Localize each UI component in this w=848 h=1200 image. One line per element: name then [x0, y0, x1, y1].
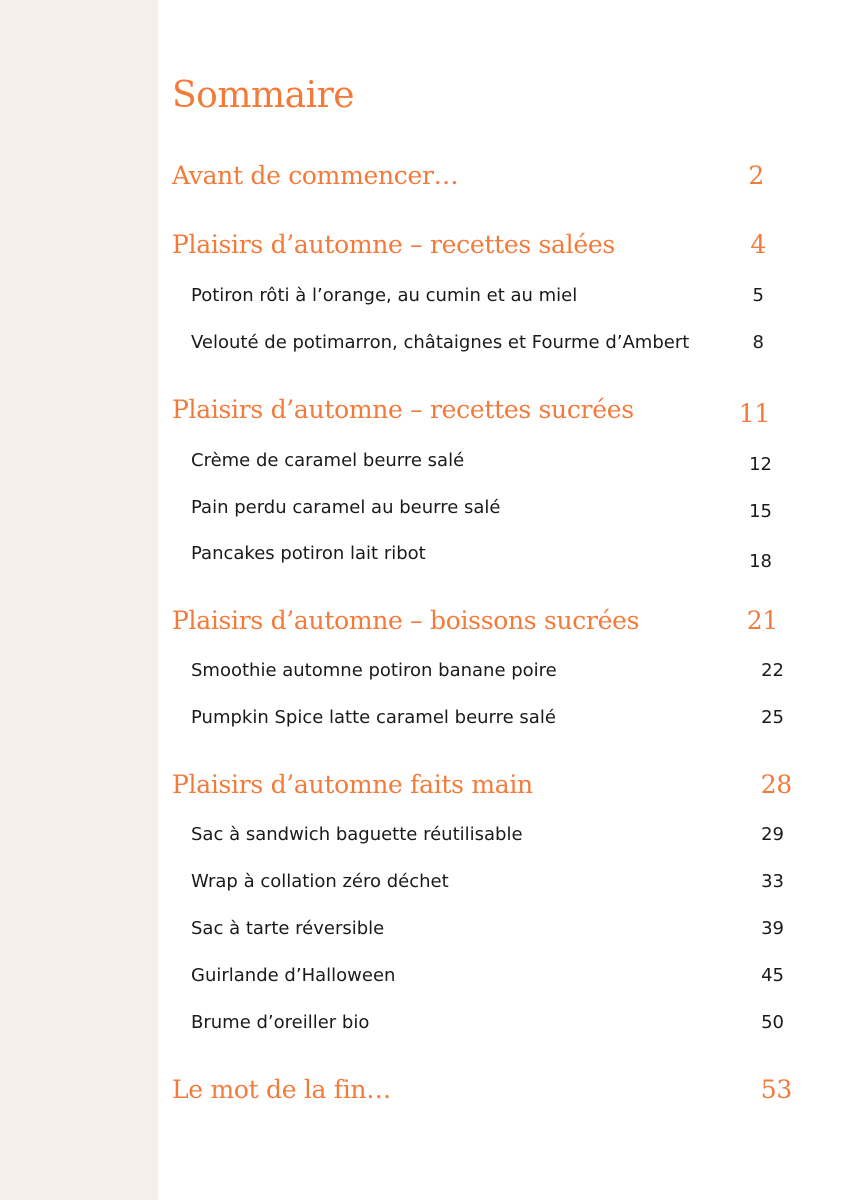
toc-item-label: Velouté de potimarron, châtaignes et Fourme d’Ambert: [191, 332, 690, 353]
toc-item-label: Pumpkin Spice latte caramel beurre salé: [191, 707, 556, 728]
toc-item-label: Crème de caramel beurre salé: [191, 450, 465, 471]
toc-item-page: 39: [761, 918, 784, 939]
toc-item-page: 8: [752, 332, 764, 353]
toc-item-page: 29: [761, 824, 784, 845]
toc-item-label: Sac à tarte réversible: [191, 918, 385, 939]
toc-item-label: Sac à sandwich baguette réutilisable: [191, 824, 523, 845]
page-title: Sommaire: [172, 75, 355, 116]
toc-item-label: Wrap à collation zéro déchet: [191, 871, 449, 892]
toc-section-page: 2: [748, 161, 764, 190]
toc-item-label: Smoothie automne potiron banane poire: [191, 660, 557, 681]
toc-section-page: 11: [738, 399, 770, 428]
toc-item-page: 50: [761, 1012, 784, 1033]
toc-section-label: Plaisirs d’automne faits main: [172, 770, 533, 799]
toc-item-page: 18: [749, 551, 772, 572]
toc-section-label: Avant de commencer…: [172, 161, 459, 190]
toc-section-label: Plaisirs d’automne – recettes salées: [172, 230, 615, 259]
sidebar-band: [0, 0, 158, 1200]
toc-item-page: 22: [761, 660, 784, 681]
toc-item-label: Pain perdu caramel au beurre salé: [191, 497, 501, 518]
toc-section-label: Plaisirs d’automne – recettes sucrées: [172, 395, 634, 424]
toc-section-page: 4: [750, 230, 766, 259]
toc-section-page: 53: [760, 1075, 792, 1104]
toc-item-page: 25: [761, 707, 784, 728]
toc-section-page: 28: [760, 770, 792, 799]
toc-item-label: Guirlande d’Halloween: [191, 965, 396, 986]
toc-item-page: 33: [761, 871, 784, 892]
toc-section-label: Plaisirs d’automne – boissons sucrées: [172, 606, 640, 635]
toc-item-page: 12: [749, 454, 772, 475]
toc-item-page: 45: [761, 965, 784, 986]
toc-item-page: 15: [749, 501, 772, 522]
toc-section-label: Le mot de la fin…: [172, 1075, 391, 1104]
toc-section-page: 21: [746, 606, 778, 635]
toc-item-page: 5: [752, 285, 764, 306]
toc-item-label: Potiron rôti à l’orange, au cumin et au miel: [191, 285, 578, 306]
toc-item-label: Brume d’oreiller bio: [191, 1012, 370, 1033]
toc-item-label: Pancakes potiron lait ribot: [191, 543, 426, 564]
